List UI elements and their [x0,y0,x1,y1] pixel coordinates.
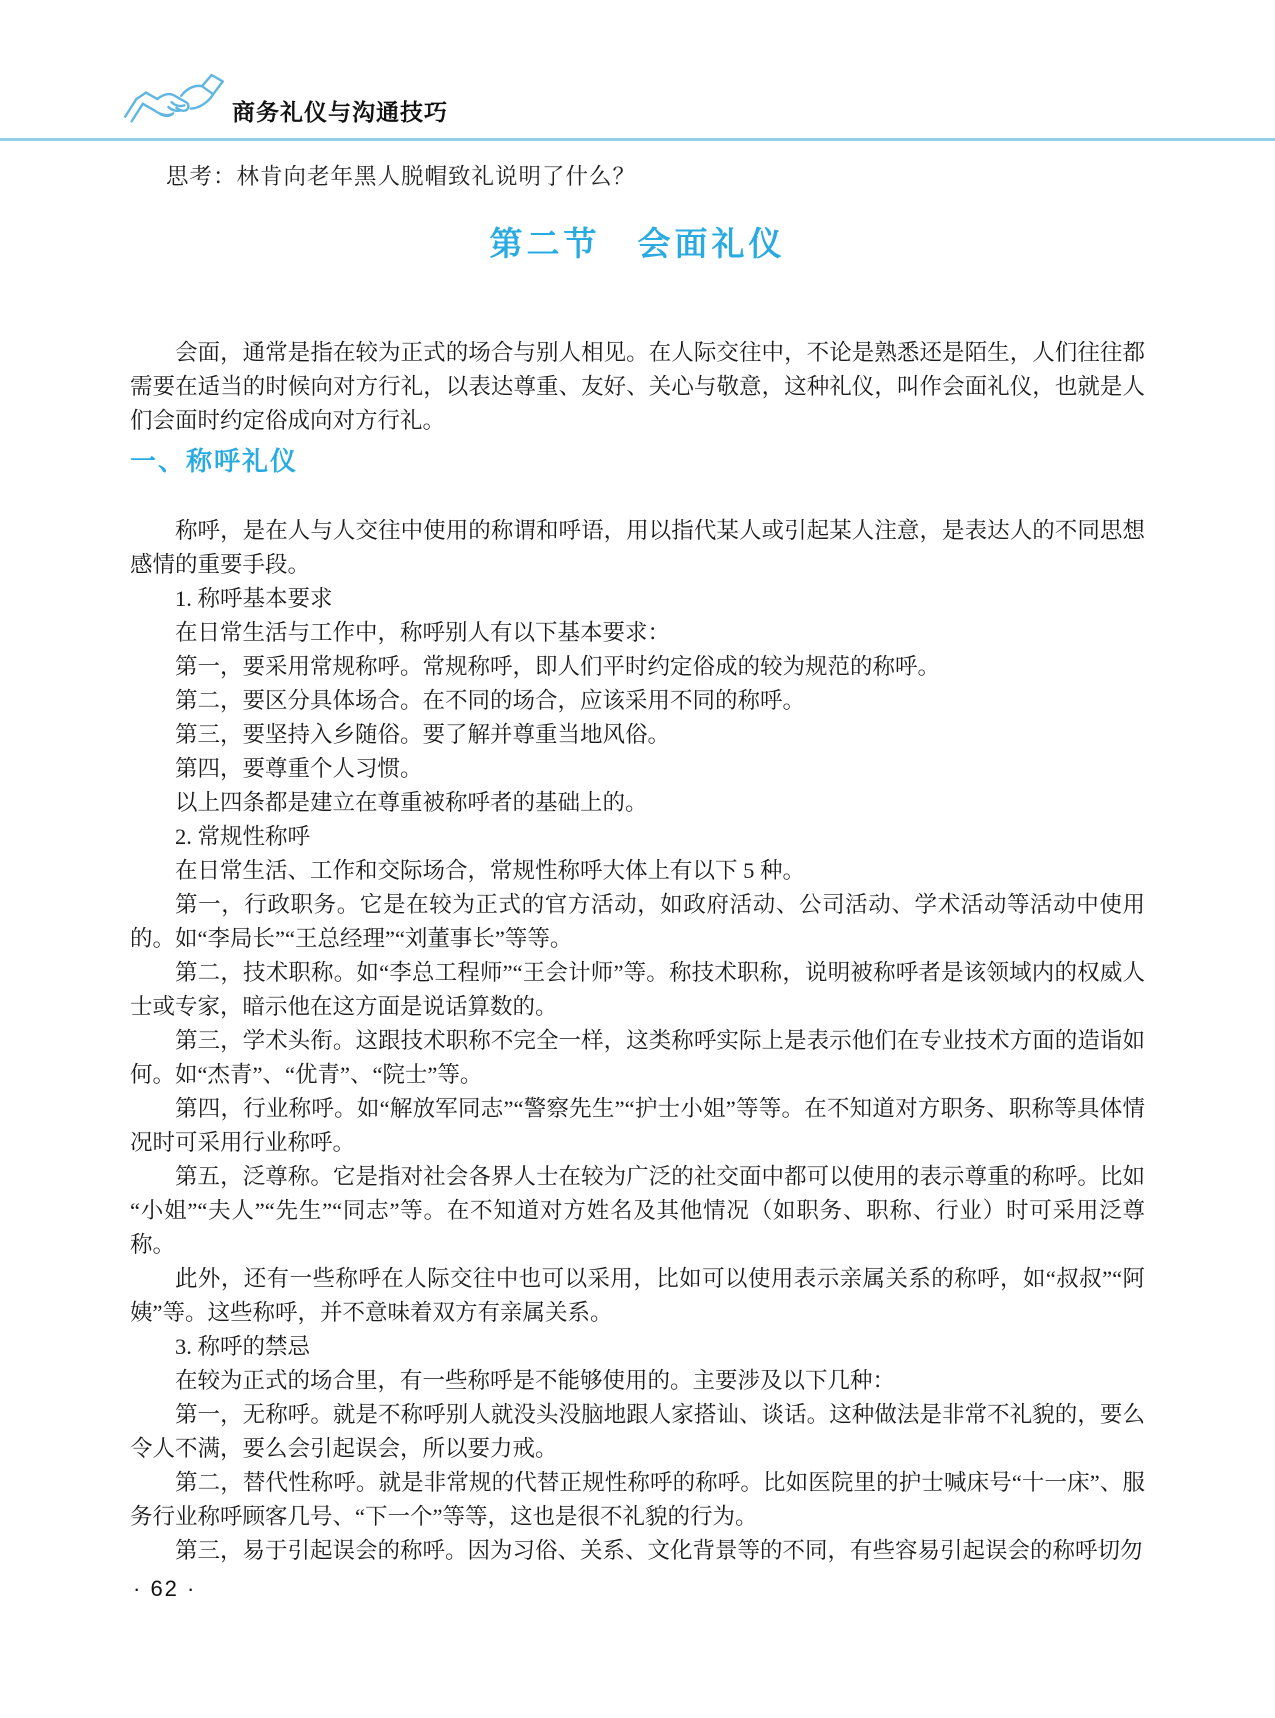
section-intro-paragraph: 会面，通常是指在较为正式的场合与别人相见。在人际交往中，不论是熟悉还是陌生，人们往往都需要在适当的时候向对方行礼，以表达尊重、友好、关心与敬意，这种礼仪，叫作会面礼仪，也就是人们会面时约定俗成向对方行礼。 [130,340,1145,433]
section-title: 第二节 会面礼仪 [489,225,786,262]
body-paragraph: 第三，要坚持入乡随俗。要了解并尊重当地风俗。 [175,722,671,747]
page-number: · 62 · [133,1576,197,1601]
body-paragraph: 第三，易于引起误会的称呼。因为习俗、关系、文化背景等的不同，有些容易引起误会的称呼切勿 [175,1538,1143,1563]
body-paragraph: 第二，替代性称呼。就是非常规的代替正规性称呼的称呼。比如医院里的护士喊床号“十一床”、服务行业称呼顾客几号、“下一个”等等，这也是很不礼貌的行为。 [130,1470,1145,1529]
body-paragraph: 第二，技术职称。如“李总工程师”“王会计师”等。称技术职称，说明被称呼者是该领域内的权威人士或专家，暗示他在这方面是说话算数的。 [130,960,1145,1019]
body-paragraph: 第二，要区分具体场合。在不同的场合，应该采用不同的称呼。 [175,688,806,713]
subsection-body [130,514,1145,1568]
body-paragraph: 第四，要尊重个人习惯。 [175,756,423,781]
think-question: 思考：林肯向老年黑人脱帽致礼说明了什么？ [166,164,637,189]
body-paragraph: 此外，还有一些称呼在人际交往中也可以采用，比如可以使用表示亲属关系的称呼，如“叔叔”“阿姨”等。这些称呼，并不意味着双方有亲属关系。 [130,1266,1145,1325]
book-title: 商务礼仪与沟通技巧 [232,99,448,125]
body-paragraph: 以上四条都是建立在尊重被称呼者的基础上的。 [175,790,648,815]
subsection-title: 一、称呼礼仪 [130,446,299,476]
body-paragraph: 第一，无称呼。就是不称呼别人就没头没脑地跟人家搭讪、谈话。这种做法是非常不礼貌的，要么令人不满，要么会引起误会，所以要力戒。 [130,1402,1145,1461]
body-paragraph: 2. 常规性称呼 [175,824,311,849]
body-paragraph: 第三，学术头衔。这跟技术职称不完全一样，这类称呼实际上是表示他们在专业技术方面的造诣如何。如“杰青”、“优青”、“院士”等。 [130,1028,1145,1087]
handshake-icon [122,68,226,130]
body-paragraph: 第四，行业称呼。如“解放军同志”“警察先生”“护士小姐”等等。在不知道对方职务、职称等具体情况时可采用行业称呼。 [130,1096,1145,1155]
page-content [130,160,1145,1568]
body-paragraph: 3. 称呼的禁忌 [175,1334,311,1359]
body-paragraph: 第一，要采用常规称呼。常规称呼，即人们平时约定俗成的较为规范的称呼。 [175,654,941,679]
page-header [0,0,1275,141]
body-paragraph: 在较为正式的场合里，有一些称呼是不能够使用的。主要涉及以下几种： [175,1368,896,1393]
body-paragraph: 第五，泛尊称。它是指对社会各界人士在较为广泛的社交面中都可以使用的表示尊重的称呼。比如“小姐”“夫人”“先生”“同志”等。在不知道对方姓名及其他情况（如职务、职称、行业）时可采用泛尊称。 [130,1164,1145,1257]
body-paragraph: 在日常生活与工作中，称呼别人有以下基本要求： [175,620,671,645]
body-paragraph: 称呼，是在人与人交往中使用的称谓和呼语，用以指代某人或引起某人注意，是表达人的不同思想感情的重要手段。 [130,518,1145,577]
body-paragraph: 在日常生活、工作和交际场合，常规性称呼大体上有以下 5 种。 [175,858,806,883]
body-paragraph: 第一，行政职务。它是在较为正式的官方活动，如政府活动、公司活动、学术活动等活动中使用的。如“李局长”“王总经理”“刘董事长”等等。 [130,892,1145,951]
body-paragraph: 1. 称呼基本要求 [175,586,333,611]
